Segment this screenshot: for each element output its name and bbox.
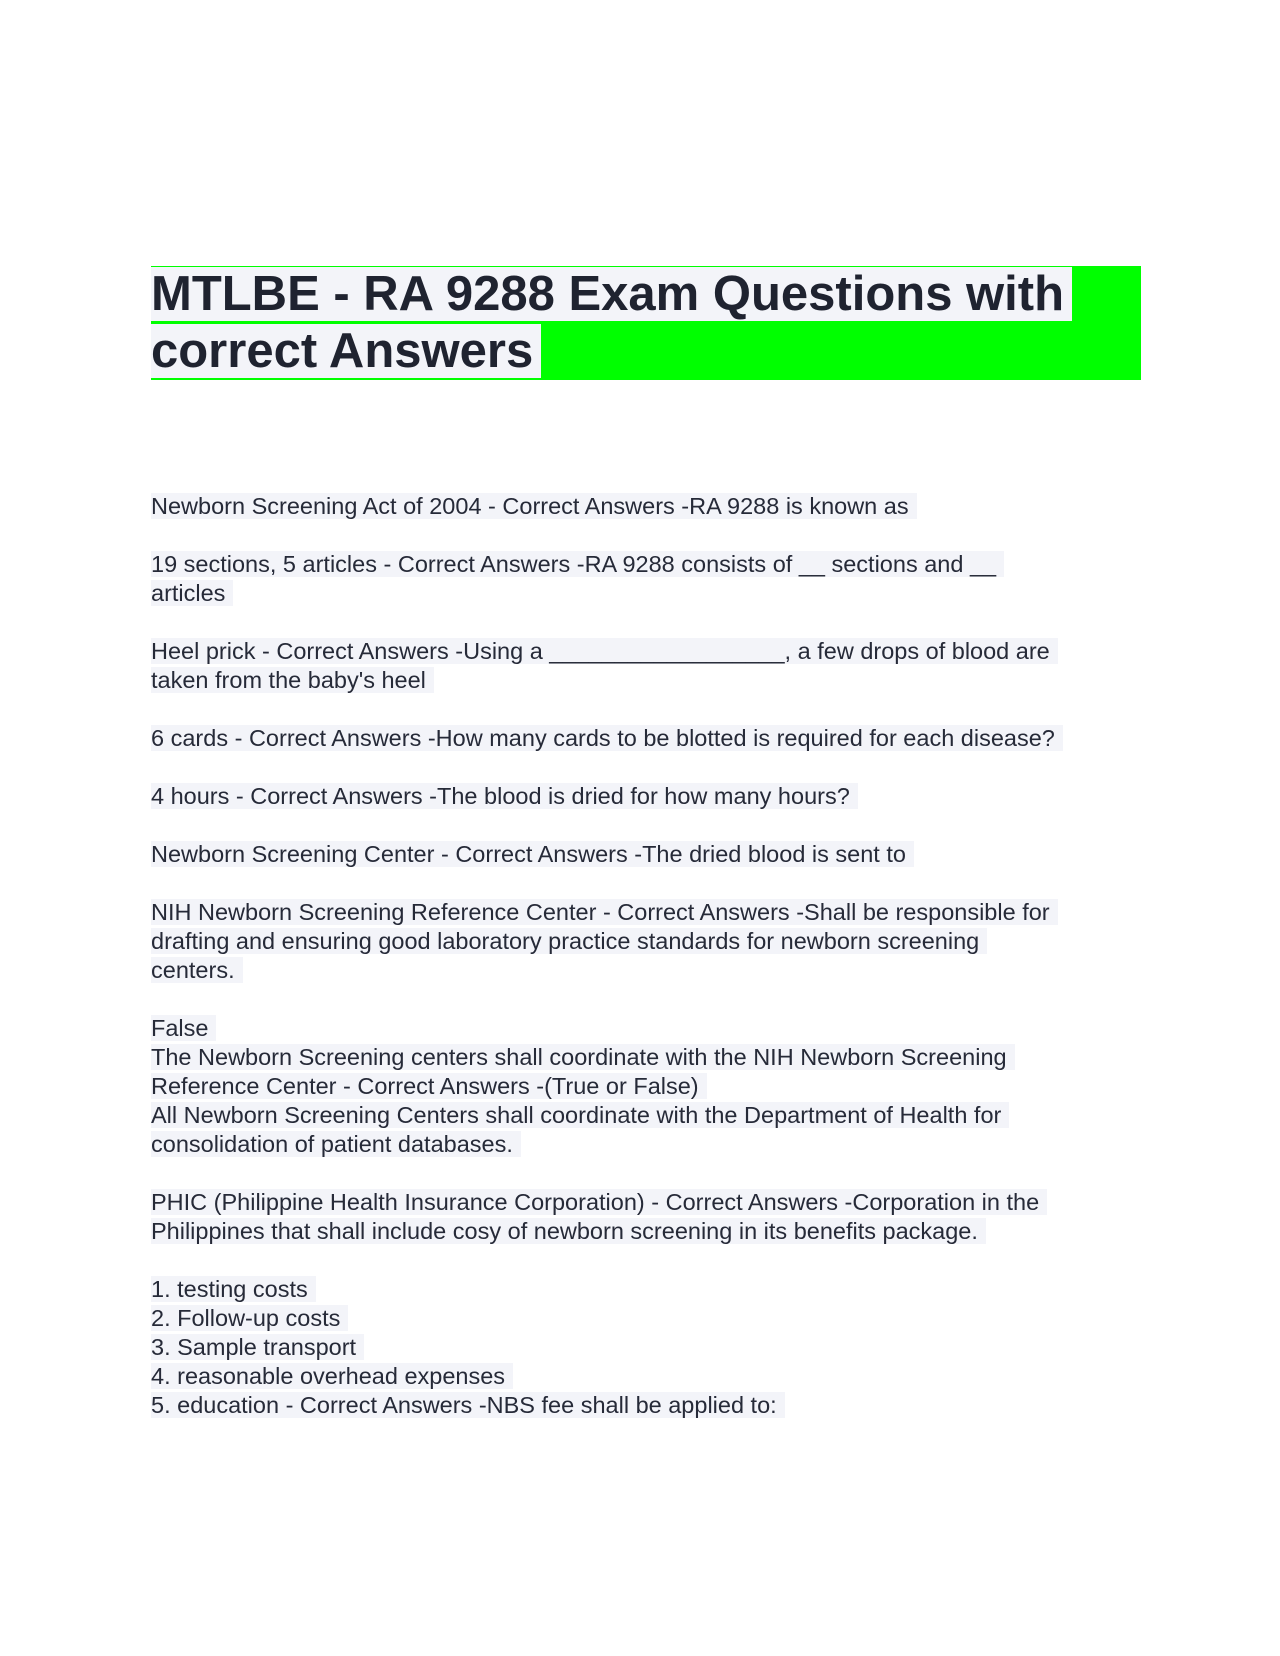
qa-line: Newborn Screening Center - Correct Answers -The dried blood is sent to <box>151 840 1141 869</box>
qa-line: 1. testing costs <box>151 1275 1141 1304</box>
qa-item <box>151 724 1141 753</box>
qa-line: 4. reasonable overhead expenses <box>151 1362 1141 1391</box>
qa-item <box>151 840 1141 869</box>
qa-line: 19 sections, 5 articles - Correct Answers -RA 9288 consists of __ sections and __ <box>151 550 1141 579</box>
qa-item <box>151 1275 1141 1420</box>
qa-list <box>151 492 1141 1420</box>
document-title <box>151 266 1141 380</box>
qa-line: Heel prick - Correct Answers -Using a __________________, a few drops of blood are <box>151 637 1141 666</box>
qa-line: consolidation of patient databases. <box>151 1130 1141 1159</box>
qa-line: NIH Newborn Screening Reference Center - Correct Answers -Shall be responsible for <box>151 898 1141 927</box>
qa-line: PHIC (Philippine Health Insurance Corporation) - Correct Answers -Corporation in the <box>151 1188 1141 1217</box>
document-page <box>151 266 1141 1449</box>
qa-line: All Newborn Screening Centers shall coordinate with the Department of Health for <box>151 1101 1141 1130</box>
qa-line: 3. Sample transport <box>151 1333 1141 1362</box>
qa-line: 2. Follow-up costs <box>151 1304 1141 1333</box>
qa-line: False <box>151 1014 1141 1043</box>
qa-line: The Newborn Screening centers shall coordinate with the NIH Newborn Screening <box>151 1043 1141 1072</box>
qa-item <box>151 1014 1141 1159</box>
qa-line: drafting and ensuring good laboratory practice standards for newborn screening <box>151 927 1141 956</box>
qa-line: articles <box>151 579 1141 608</box>
qa-line: 4 hours - Correct Answers -The blood is dried for how many hours? <box>151 782 1141 811</box>
qa-line: 6 cards - Correct Answers -How many cards to be blotted is required for each disease? <box>151 724 1141 753</box>
qa-item <box>151 550 1141 608</box>
qa-line: centers. <box>151 956 1141 985</box>
title-line: MTLBE - RA 9288 Exam Questions with <box>151 266 1141 323</box>
qa-line: 5. education - Correct Answers -NBS fee shall be applied to: <box>151 1391 1141 1420</box>
title-line: correct Answers <box>151 323 1141 380</box>
qa-item <box>151 637 1141 695</box>
qa-item <box>151 898 1141 985</box>
qa-item <box>151 492 1141 521</box>
qa-line: Newborn Screening Act of 2004 - Correct Answers -RA 9288 is known as <box>151 492 1141 521</box>
qa-item <box>151 1188 1141 1246</box>
qa-line: Philippines that shall include cosy of newborn screening in its benefits package. <box>151 1217 1141 1246</box>
qa-line: taken from the baby's heel <box>151 666 1141 695</box>
qa-item <box>151 782 1141 811</box>
qa-line: Reference Center - Correct Answers -(True or False) <box>151 1072 1141 1101</box>
